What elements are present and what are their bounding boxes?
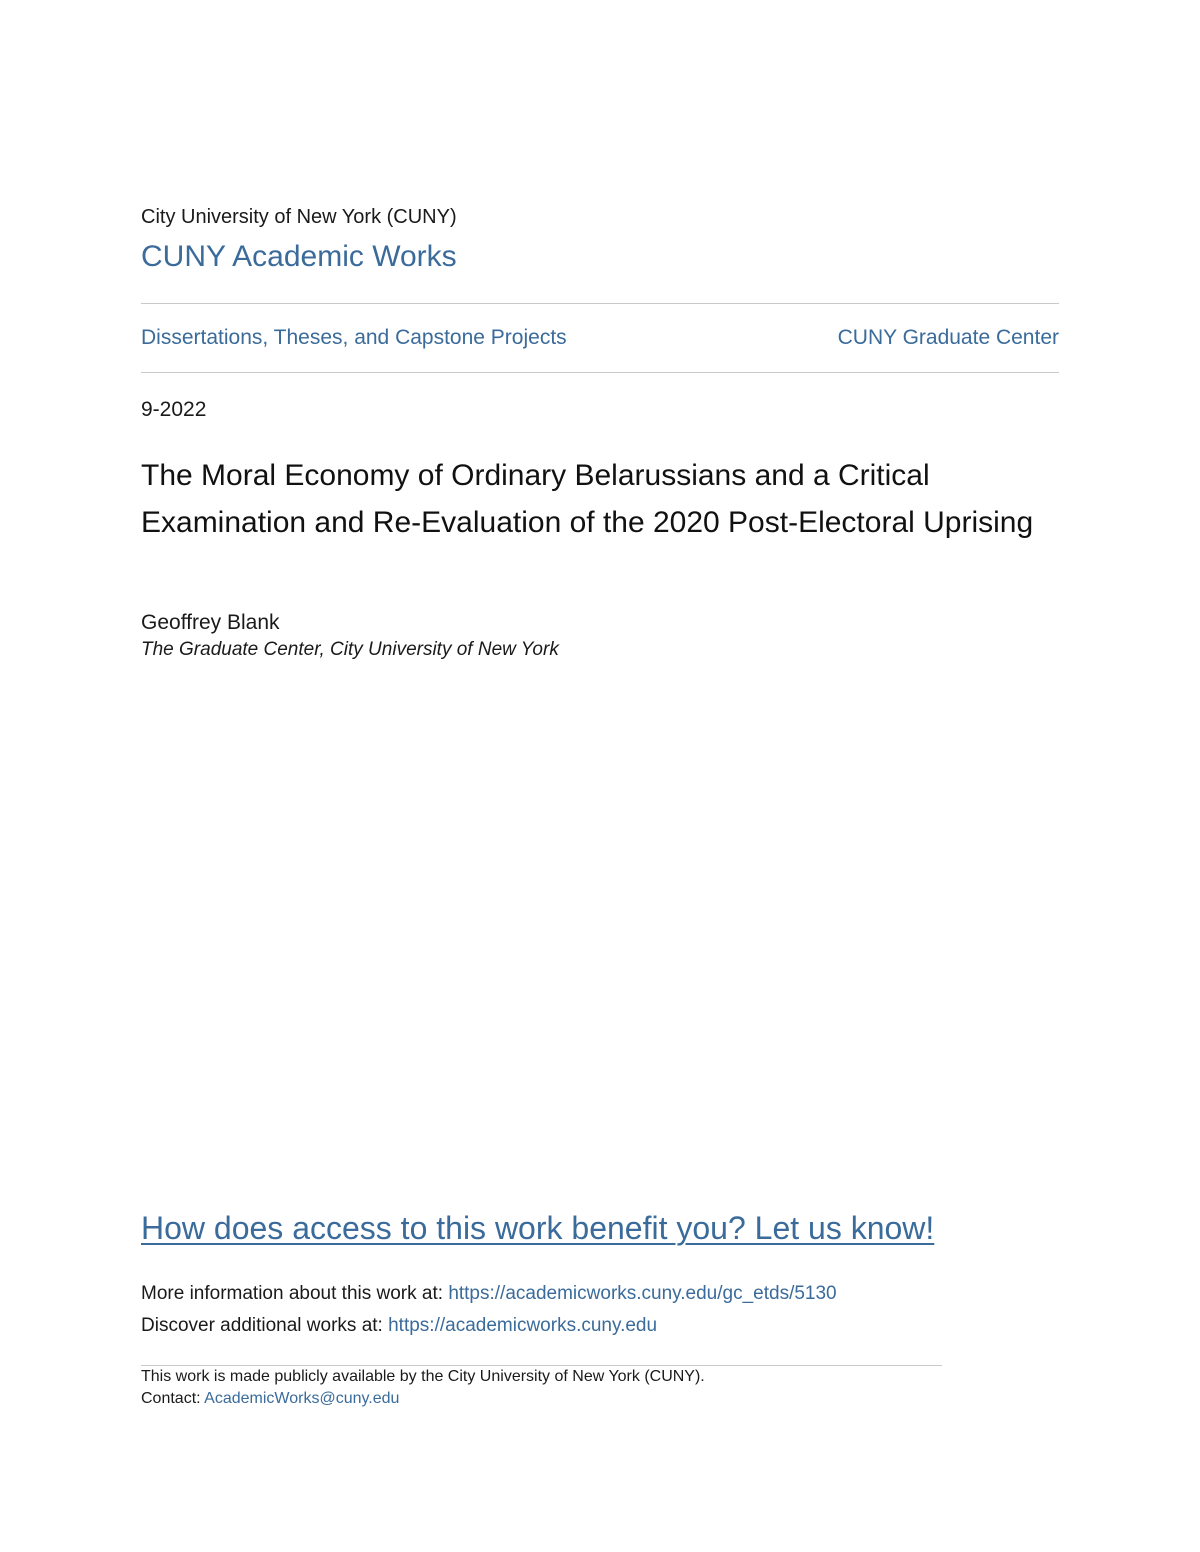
document-title: The Moral Economy of Ordinary Belarussians and a Critical Examination and Re-Evaluation of the 2020 Post-Electoral Uprising — [141, 459, 1034, 539]
work-url-link[interactable]: https://academicworks.cuny.edu/gc_etds/5130 — [448, 1283, 837, 1304]
footer-divider — [141, 1365, 942, 1366]
school-link[interactable]: CUNY Graduate Center — [837, 326, 1059, 349]
availability-notice: This work is made publicly available by the City University of New York (CUNY). — [141, 1368, 705, 1385]
more-info-label: More information about this work at: — [141, 1283, 449, 1304]
feedback-link[interactable]: How does access to this work benefit you? Let us know! — [141, 1210, 935, 1246]
cover-page — [141, 0, 1059, 1552]
repository-link[interactable]: CUNY Academic Works — [141, 240, 457, 273]
author-affiliation: The Graduate Center, City University of New York — [141, 639, 559, 660]
contact-email-link[interactable]: AcademicWorks@cuny.edu — [204, 1390, 400, 1407]
author-name: Geoffrey Blank — [141, 611, 280, 634]
discover-label: Discover additional works at: — [141, 1315, 389, 1336]
divider-top — [141, 303, 1059, 304]
collection-link[interactable]: Dissertations, Theses, and Capstone Projects — [141, 326, 567, 349]
discover-line — [141, 1315, 657, 1337]
institution-name: City University of New York (CUNY) — [141, 206, 457, 228]
contact-line — [141, 1390, 399, 1408]
more-info-line — [141, 1283, 837, 1305]
divider-bottom — [141, 372, 1059, 373]
publication-date: 9-2022 — [141, 398, 207, 421]
contact-label: Contact: — [141, 1390, 205, 1407]
repository-url-link[interactable]: https://academicworks.cuny.edu — [388, 1315, 658, 1336]
